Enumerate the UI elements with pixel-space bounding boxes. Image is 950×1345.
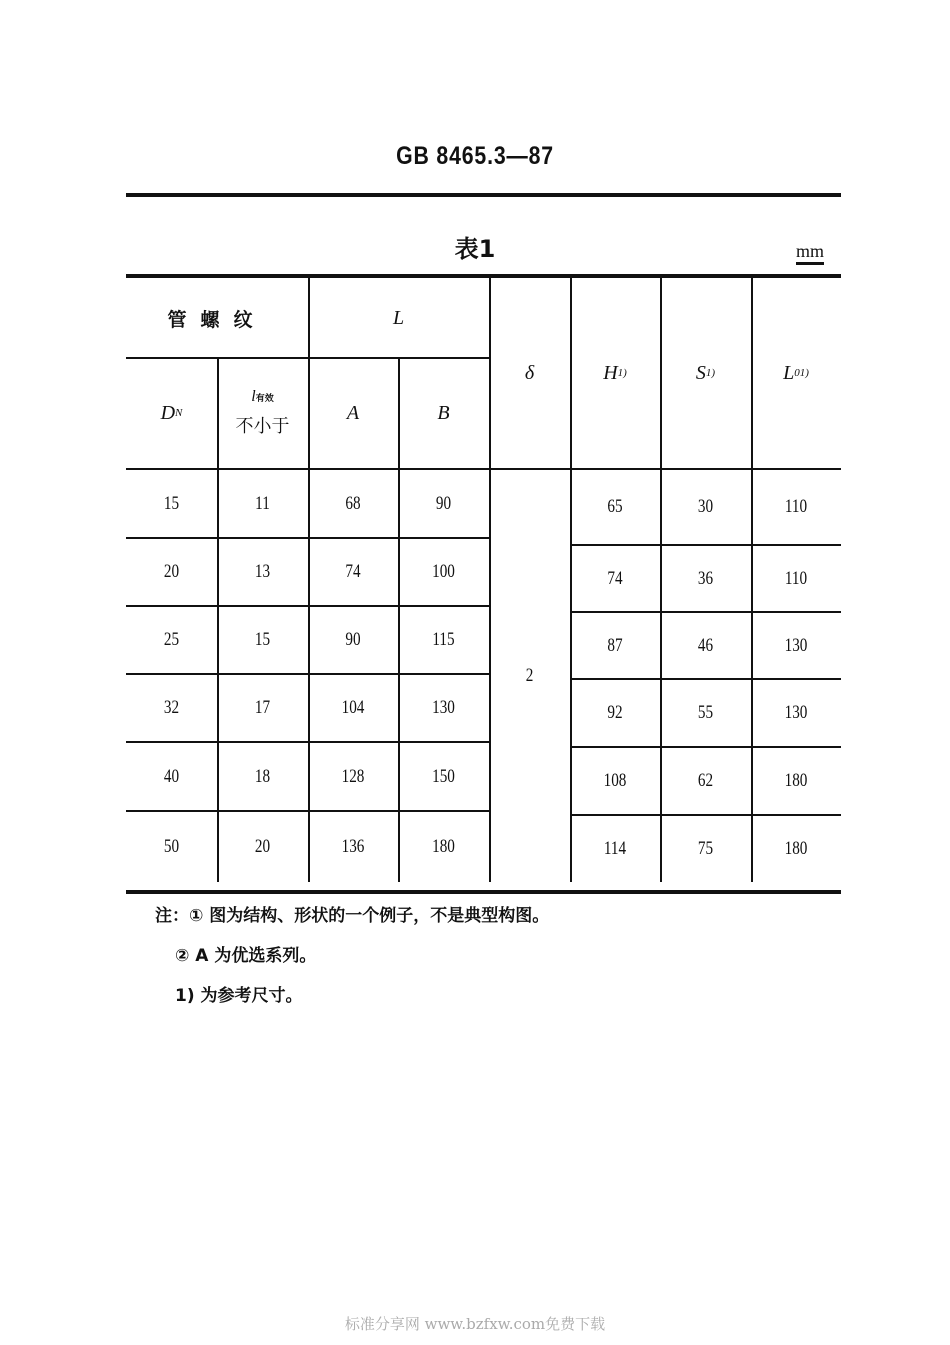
header-L0 (751, 278, 841, 468)
unit-label: mm (796, 240, 824, 265)
cell-a: 136 (341, 836, 365, 857)
cell-s: 62 (697, 770, 714, 791)
cell-h: 74 (607, 567, 623, 589)
footer-watermark: 标准分享网 www.bzfxw.com免费下载 (344, 1315, 606, 1333)
cell-a: 74 (345, 561, 361, 582)
cell-l0: 180 (784, 838, 808, 859)
table-notes (155, 896, 549, 1016)
header-H (570, 278, 660, 468)
cell-dn: 15 (163, 492, 180, 514)
cell-h: 87 (607, 634, 623, 656)
header-L0-symbol: L (783, 361, 795, 384)
cell-l0: 110 (784, 567, 808, 589)
header-DN-symbol: D (160, 401, 176, 424)
cell-l0: 110 (784, 496, 808, 517)
cell-a: 68 (345, 492, 361, 514)
header-rule (126, 193, 841, 197)
cell-b: 100 (432, 561, 455, 582)
cell-dn: 20 (163, 561, 180, 582)
cell-s: 75 (697, 838, 714, 859)
header-A: A (346, 401, 360, 424)
cell-l: 20 (254, 836, 271, 857)
header-l-note: 不小于 (235, 416, 290, 437)
cell-l0: 130 (784, 702, 808, 723)
cell-b: 180 (432, 836, 455, 857)
cell-dn: 40 (163, 765, 180, 787)
note-1: 注：① 图为结构、形状的一个例子，不是典型构图。 (155, 906, 550, 926)
dimension-table (126, 274, 841, 894)
header-DN-subscript: N (175, 407, 183, 419)
header-l-effective (217, 358, 308, 468)
header-L0-note: 1) (799, 367, 809, 379)
cell-dn: 32 (163, 697, 180, 718)
cell-b: 90 (435, 492, 452, 514)
cell-l: 15 (254, 629, 271, 650)
cell-h: 92 (607, 702, 623, 723)
cell-h: 108 (603, 770, 627, 791)
cell-l: 17 (254, 697, 271, 718)
cell-l0: 130 (784, 634, 808, 656)
cell-h: 114 (603, 838, 627, 859)
cell-l0: 180 (784, 770, 808, 791)
cell-b: 115 (432, 629, 455, 650)
header-S (660, 278, 751, 468)
table-title: 表1 (454, 235, 496, 263)
cell-h: 65 (607, 496, 623, 517)
cell-dn: 25 (163, 629, 180, 650)
cell-s: 55 (697, 702, 714, 723)
cell-a: 90 (345, 629, 361, 650)
cell-a: 128 (341, 765, 365, 787)
header-DN (126, 358, 217, 468)
cell-l: 11 (255, 492, 270, 514)
header-B: B (437, 401, 450, 424)
cell-b: 130 (432, 697, 455, 718)
cell-l: 13 (254, 561, 271, 582)
cell-s: 30 (697, 496, 714, 517)
header-l-subscript: 有效 (255, 394, 274, 404)
header-pipe-thread: 管螺纹 (167, 308, 267, 331)
cell-l: 18 (254, 765, 271, 787)
cell-s: 46 (697, 634, 714, 656)
cell-b: 150 (432, 765, 455, 787)
header-S-note: 1) (705, 367, 716, 379)
note-2: ② A 为优选系列。 (175, 946, 317, 966)
header-H-note: 1) (617, 367, 627, 379)
header-delta: δ (524, 361, 535, 384)
header-L: L (392, 306, 405, 329)
cell-dn: 50 (163, 836, 180, 857)
delta-value: 2 (525, 665, 534, 686)
document-code: GB 8465.3—87 (396, 142, 554, 170)
header-H-symbol: H (603, 361, 618, 384)
cell-s: 36 (697, 567, 714, 589)
header-l-symbol: l (251, 388, 256, 405)
cell-a: 104 (341, 697, 365, 718)
header-S-symbol: S (695, 361, 706, 384)
header-L0-subscript: 0 (794, 367, 800, 379)
note-3: 1) 为参考尺寸。 (175, 986, 303, 1006)
